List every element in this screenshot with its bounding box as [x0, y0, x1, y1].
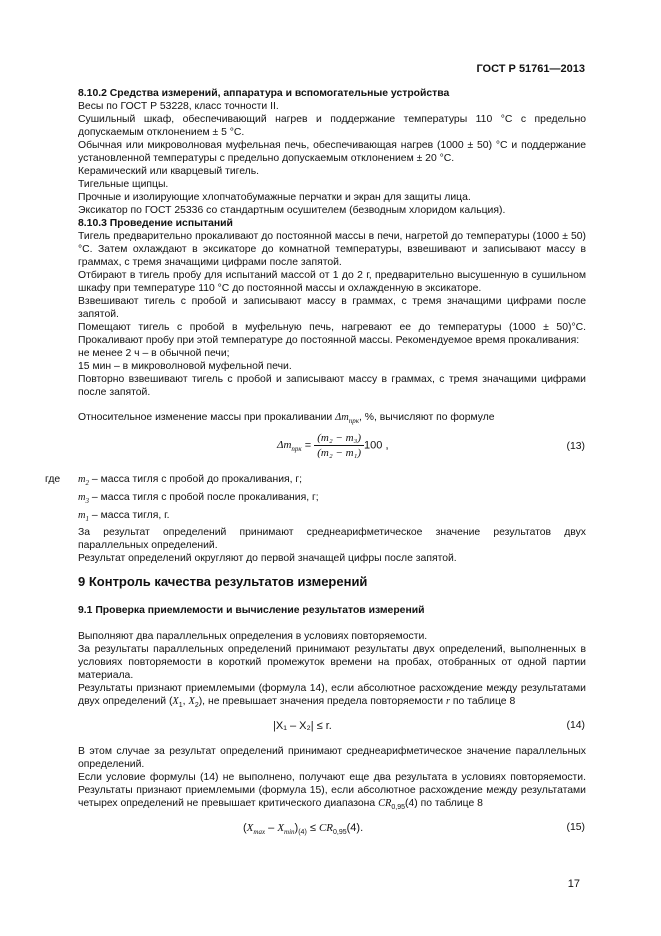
page-number: 17	[567, 878, 580, 890]
list-item: не менее 2 ч – в обычной печи;	[78, 348, 230, 359]
paragraph: В этом случае за результат определений принимают среднеарифметическое значение параллельных определений.	[78, 746, 586, 770]
where-item: $m_2$ – масса тигля с пробой до прокаливания, г;	[78, 474, 303, 488]
paragraph: Весы по ГОСТ Р 53228, класс точности II.	[78, 101, 279, 112]
section-title: 8.10.2 Средства измерений, аппаратура и вспомогательные устройства	[78, 88, 450, 99]
paragraph: Керамический или кварцевый тигель.	[78, 166, 260, 177]
paragraph: Взвешивают тигель с пробой и записывают массу в граммах, с тремя значащими цифрами после запятой.	[78, 296, 586, 320]
section-9-1-cont	[78, 745, 586, 814]
paragraph: Прочные и изолирующие хлопчатобумажные перчатки и экран для защиты лица.	[78, 192, 471, 203]
where-item: $m_1$ – масса тигля, г.	[78, 510, 170, 524]
formula-intro: Относительное изменение массы при прокаливании $\Delta m_{прк}$, %, вычисляют по формуле	[78, 412, 495, 426]
paragraph: За результаты параллельных определений принимают результаты двух определений, выполненных в условиях повторяемости в короткий промежуток времени на пробах, отобранных от одной партии материала.	[78, 644, 586, 681]
where-label: где	[45, 474, 61, 485]
paragraph: Эксикатор по ГОСТ 25336 со стандартным осушителем (безводным хлоридом кальция).	[78, 205, 506, 216]
paragraph: Отбирают в тигель пробу для испытаний массой от 1 до 2 г, предварительно высушенную в сушильном шкафу при температуре 110 °С до постоянной массы и охлажденную в эксикаторе.	[78, 270, 586, 294]
section-title: 9 Контроль качества результатов измерений	[78, 574, 368, 589]
paragraph: Выполняют два параллельных определения в условиях повторяемости.	[78, 631, 428, 642]
section-title: 8.10.3 Проведение испытаний	[78, 218, 233, 229]
delta-m-symbol: $\Delta m_{прк}$	[335, 412, 359, 426]
paragraph: Повторно взвешивают тигель с пробой и записывают массу в граммах, с тремя значащими цифрами после запятой.	[78, 374, 586, 398]
result-paragraphs	[78, 526, 586, 565]
list-item: 15 мин – в микроволновой муфельной печи.	[78, 361, 292, 372]
formula-14: |X₁ – X₂| ≤ r.	[273, 720, 332, 732]
paragraph: Если условие формулы (14) не выполнено, получают еще два результата в условиях повторяемости. Результаты признают приемлемыми (формула 15), если абсолютное расхождение между результатами четырех определений не превышает критического диапазона $CR_{0,95}(4)$ по таблице 8	[78, 772, 586, 812]
formula-15: $(X_{max} - X_{min})_{(4)} \le CR_{0,95}(4)$.	[243, 822, 364, 837]
formula-number: (13)	[566, 441, 585, 452]
paragraph: Результаты признают приемлемыми (формула 14), если абсолютное расхождение между результатами двух определений ($X_1$, $X_2$), не превышает значения предела повторяемости r по таблице 8	[78, 683, 586, 710]
paragraph: Тигельные щипцы.	[78, 179, 169, 190]
paragraph: За результат определений принимают среднеарифметическое значение результатов двух параллельных определений.	[78, 527, 586, 551]
paragraph: Сушильный шкаф, обеспечивающий нагрев и поддержание температуры 110 °С с предельно допускаемым отклонением ± 5 °С.	[78, 114, 586, 138]
paragraph: Обычная или микроволновая муфельная печь, обеспечивающая нагрев (1000 ± 50) °С и поддержание установленной температуры с предельно допускаемым отклонением ± 20 °С.	[78, 140, 586, 164]
paragraph: Результат определений округляют до первой значащей цифры после запятой.	[78, 553, 457, 564]
document-id: ГОСТ Р 51761—2013	[476, 63, 585, 75]
paragraph: Помещают тигель с пробой в муфельную печь, нагревают ее до температуры (1000 ± 50)°С. Прокаливают пробу при этой температуре до постоянной массы. Рекомендуемое время прокаливания:	[78, 322, 586, 346]
paragraph: Тигель предварительно прокаливают до постоянной массы в печи, нагретой до температуры (1000 ± 50) °С. Затем охлаждают в эксикаторе до комнатной температуры, взвешивают и записывают массу в граммах, с тремя значащими цифрами после запятой.	[78, 231, 586, 268]
section-9-1	[78, 630, 586, 712]
formula-number: (15)	[566, 822, 585, 833]
where-item: $m_3$ – масса тигля с пробой после прокаливания, г;	[78, 492, 319, 506]
formula-number: (14)	[566, 720, 585, 731]
subsection-title: 9.1 Проверка приемлемости и вычисление результатов измерений	[78, 605, 425, 616]
section-8-10-2	[78, 87, 586, 399]
formula-13: $\Delta m_{прк}$ = $\frac{\text{(m₂ − m₃)}}{\text{(m₂ − m₁)}}$ 100 ,	[277, 432, 389, 459]
